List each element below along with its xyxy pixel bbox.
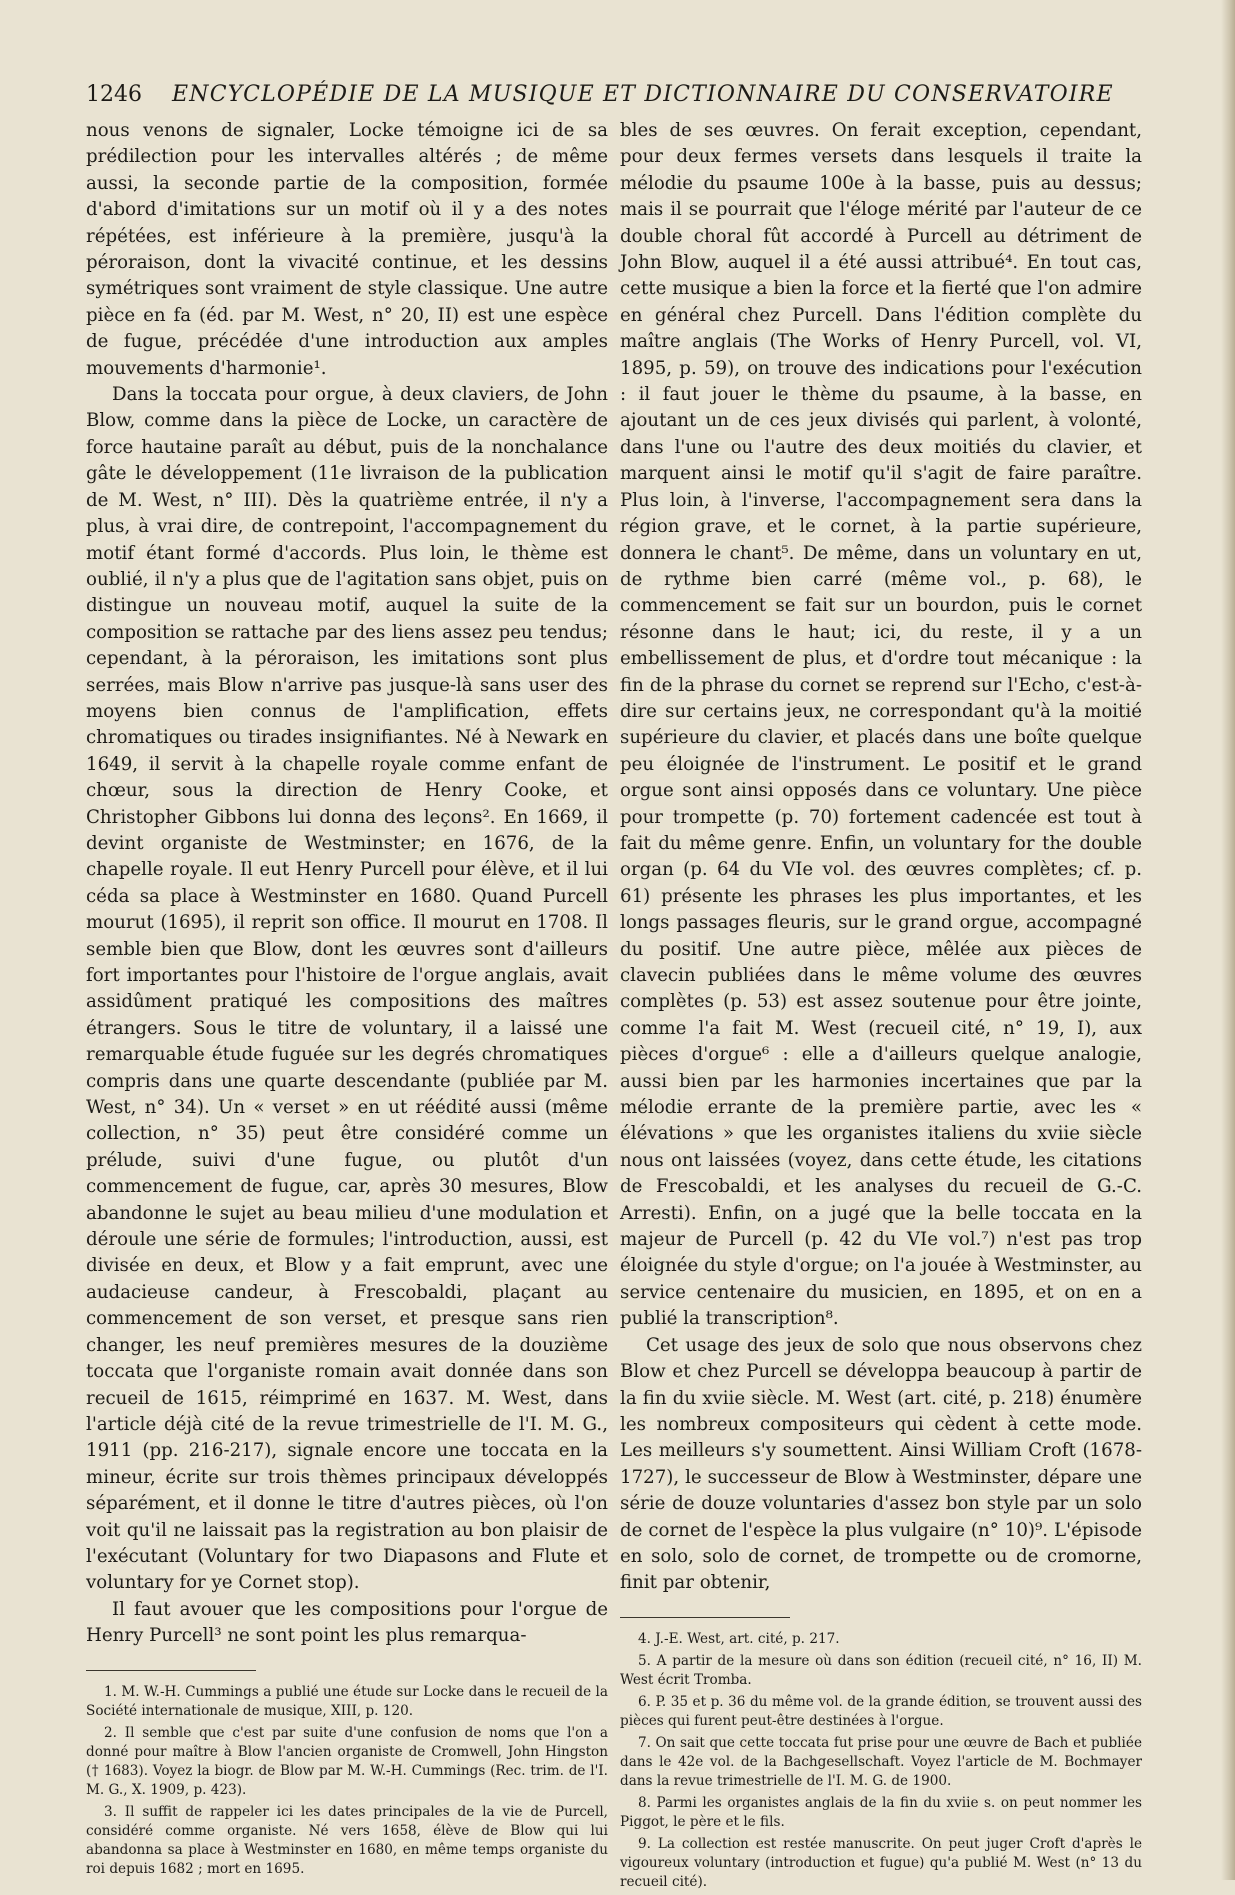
footnote: 2. Il semble que c'est par suite d'une confusion de noms que l'on a donné pour maître à Blow l'ancien organiste de Cromwell, John Hingston († 1683). Voyez la biogr. de Blow par M. W.-H. Cummings (Rec. trim. de l'I. M. G., X. 1909, p. 423).	[86, 1724, 608, 1798]
paragraph: Cet usage des jeux de solo que nous observons chez Blow et chez Purcell se développa beaucoup à partir de la fin du xviie siècle. M. West (art. cité, p. 218) énumère les nombreux compositeurs qui cèdent à cette mode. Les meilleurs s'y soumettent. Ainsi William Croft (1678-1727), le successeur de Blow à Westminster, dépare une série de douze voluntaries d'assez bon style par un solo de cornet de l'espèce la plus vulgaire (n° 10)⁹. L'épisode en solo, solo de cornet, de trompette ou de cromorne, finit par obtenir,	[620, 1334, 1142, 1594]
page-edge-shadow	[1221, 0, 1235, 1880]
left-column	[86, 118, 608, 1882]
footnote: 9. La collection est restée manuscrite. On peut juger Croft d'après le vigoureux voluntary (introduction et fugue) qu'a publié M. West (n° 13 du recueil cité).	[620, 1835, 1142, 1890]
right-column	[620, 118, 1142, 1895]
paragraph: Dans la toccata pour orgue, à deux claviers, de John Blow, comme dans la pièce de Locke, un caractère de force hautaine paraît au début, puis de la nonchalance gâte le développement (11e livraison de la publication de M. West, n° III). Dès la quatrième entrée, il n'y a plus, à vrai dire, de contrepoint, l'accompagnement du motif étant formé d'accords. Plus loin, le thème est oublié, il n'y a plus que de l'agitation sans objet, puis on distingue un nouveau motif, auquel la suite de la composition se rattache par des liens assez peu tendus; cependant, à la péroraison, les imitations sont plus serrées, mais Blow n'arrive pas jusque-là sans user des moyens bien connus de l'amplification, effets chromatiques ou tirades insignifiantes. Né à Newark en 1649, il servit à la chapelle royale comme enfant de chœur, sous la direction de Henry Cooke, et Christopher Gibbons lui donna des leçons². En 1669, il devint organiste de Westminster; en 1676, de la chapelle royale. Il eut Henry Purcell pour élève, et il lui céda sa place à Westminster en 1680. Quand Purcell mourut (1695), il reprit son office. Il mourut en 1708. Il semble bien que Blow, dont les œuvres sont d'ailleurs fort importantes pour l'histoire de l'orgue anglais, avait assidûment pratiqué les compositions des maîtres étrangers. Sous le titre de voluntary, il a laissé une remarquable étude fuguée sur les degrés chromatiques compris dans une quarte descendante (publiée par M. West, n° 34). Un « verset » en ut réédité aussi (même collection, n° 35) peut être considéré comme un prélude, suivi d'une fugue, ou plutôt d'un commencement de fugue, car, après 30 mesures, Blow abandonne le sujet au beau milieu d'une modulation et déroule une série de formules; l'introduction, aussi, est divisée en deux, et Blow y a fait emprunt, avec une audacieuse candeur, à Frescobaldi, plaçant au commencement de son verset, et presque sans rien changer, les neuf premières mesures de la douzième toccata que l'organiste romain avait donnée dans son recueil de 1615, réimprimé en 1637. M. West, dans l'article déjà cité de la revue trimestrielle de l'I. M. G., 1911 (pp. 216-217), signale encore une toccata en la mineur, écrite sur trois thèmes principaux développés séparément, et il donne le titre d'autres pièces, où l'on voit qu'il ne laissait pas la registration au bon plaisir de l'exécutant (Voluntary for two Diapasons and Flute et voluntary for ye Cornet stop).	[86, 384, 608, 1594]
footnote: 6. P. 35 et p. 36 du même vol. de la grande édition, se trouvent aussi des pièces qui furent peut-être destinées à l'orgue.	[620, 1693, 1142, 1729]
footnote-rule	[620, 1617, 790, 1618]
page-number: 1246	[86, 82, 142, 107]
paragraph: Il faut avouer que les compositions pour l'orgue de Henry Purcell³ ne sont point les plus remarqua-	[86, 1598, 608, 1647]
paragraph: nous venons de signaler, Locke témoigne ici de sa prédilection pour les intervalles altérés ; de même aussi, la seconde partie de la composition, formée d'abord d'imitations sur un motif où il y a des notes répétées, est inférieure à la première, jusqu'à la péroraison, dont la vivacité continue, et les dessins symétriques sont vraiment de style classique. Une autre pièce en fa (éd. par M. West, n° 20, II) est une espèce de fugue, précédée d'une introduction aux amples mouvements d'harmonie¹.	[86, 120, 608, 379]
footnote: 5. A partir de la mesure où dans son édition (recueil cité, n° 16, II) M. West écrit Tromba.	[620, 1652, 1142, 1688]
footnotes	[620, 1630, 1142, 1892]
running-title: ENCYCLOPÉDIE DE LA MUSIQUE ET DICTIONNAIRE DU CONSERVATOIRE	[172, 82, 1114, 107]
footnotes	[86, 1683, 608, 1879]
footnote: 7. On sait que cette toccata fut prise pour une œuvre de Bach et publiée dans le 42e vol. de la Bachgesellschaft. Voyez l'article de M. Bochmayer dans la revue trimestrielle de l'I. M. G. de 1900.	[620, 1734, 1142, 1789]
footnote-rule	[86, 1670, 256, 1671]
paragraph: bles de ses œuvres. On ferait exception, cependant, pour deux fermes versets dans lesquels il traite la mélodie du psaume 100e à la basse, puis au dessus; mais il se pourrait que l'éloge mérité par l'auteur de ce double choral fût accordé à Purcell au détriment de John Blow, auquel il a été aussi attribué⁴. En tout cas, cette musique a bien la force et la fierté que l'on admire en général chez Purcell. Dans l'édition complète du maître anglais (The Works of Henry Purcell, vol. VI, 1895, p. 59), on trouve des indications pour l'exécution : il faut jouer le thème du psaume, à la basse, en ajoutant un de ces jeux divisés qui parlent, à volonté, dans l'une ou l'autre des deux moitiés du clavier, et marquent ainsi le motif qu'il s'agit de faire paraître. Plus loin, à l'inverse, l'accompagnement sera dans la région grave, et le cornet, à la partie supérieure, donnera le chant⁵. De même, dans un voluntary en ut, de rythme bien carré (même vol., p. 68), le commencement se fait sur un bourdon, puis le cornet résonne dans le haut; ici, du reste, il y a un embellissement de plus, et d'ordre tout mécanique : la fin de la phrase du cornet se reprend sur l'Echo, c'est-à-dire sur certains jeux, ne correspondant qu'à la moitié supérieure du clavier, et placés dans une boîte quelque peu éloignée de l'instrument. Le positif et le grand orgue sont ainsi opposés dans ce voluntary. Une pièce pour trompette (p. 70) fortement cadencée est tout à fait du même genre. Enfin, un voluntary for the double organ (p. 64 du VIe vol. des œuvres complètes; cf. p. 61) présente les phrases les plus importantes, et les longs passages fleuris, sur le grand orgue, accompagné du positif. Une autre pièce, mêlée aux pièces de clavecin publiées dans le même volume des œuvres complètes (p. 53) est assez soutenue pour être jointe, comme l'a fait M. West (recueil cité, n° 19, I), aux pièces d'orgue⁶ : elle a d'ailleurs quelque analogie, aussi bien par les harmonies incertaines que par la mélodie errante de la première partie, avec les « élévations » que les organistes italiens du xviie siècle nous ont laissées (voyez, dans cette étude, les citations de Frescobaldi, et les analyses du recueil de G.-C. Arresti). Enfin, on a jugé que la belle toccata en la majeur de Purcell (p. 42 du VIe vol.⁷) n'est pas trop éloignée du style d'orgue; on l'a jouée à Westminster, au service centenaire du musicien, en 1895, et on en a publié la transcription⁸.	[620, 120, 1142, 1330]
footnote: 8. Parmi les organistes anglais de la fin du xviie s. on peut nommer les Piggot, le père et le fils.	[620, 1794, 1142, 1830]
footnote: 4. J.-E. West, art. cité, p. 217.	[638, 1630, 840, 1647]
footnote: 1. M. W.-H. Cummings a publié une étude sur Locke dans le recueil de la Société internationale de musique, XIII, p. 120.	[86, 1683, 608, 1719]
running-header	[86, 82, 1146, 107]
footnote: 3. Il suffit de rappeler ici les dates principales de la vie de Purcell, considéré comme organiste. Né vers 1658, élève de Blow qui lui abandonna sa place à Westminster en 1680, en même temps organiste du roi depuis 1682 ; mort en 1695.	[86, 1803, 608, 1877]
